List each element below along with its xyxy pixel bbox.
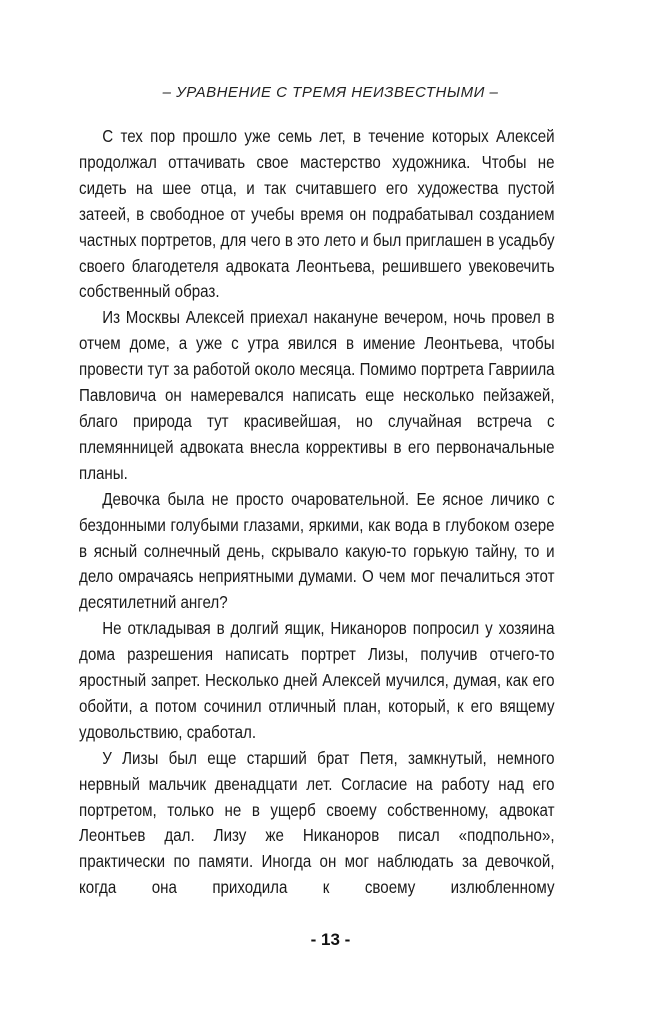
paragraph: У Лизы был еще старший брат Петя, замкнутый, немного нервный мальчик двенадцати лет. Согласие на работу над его портретом, только не в ущерб своему собственному, адвокат Леонтьев дал. Лизу же Никаноров писал «подпольно», практически по памяти. Иногда он мог наблюдать за девочкой, когда она приходила к своему излюбленному bbox=[79, 747, 555, 898]
paragraph: С тех пор прошло уже семь лет, в течение которых Алексей продолжал оттачивать свое мастерство художника. Чтобы не сидеть на шее отца, и так считавшего его художества пустой затеей, в свободное от учебы время он подрабатывал созданием частных портретов, для чего в это лето и был приглашен в усадьбу своего благодетеля адвоката Леонтьева, решившего увековечить собственный образ. bbox=[79, 126, 555, 302]
paragraph: Не откладывая в долгий ящик, Никаноров попросил у хозяина дома разрешения написать портрет Лизы, получив отчего-то яростный запрет. Несколько дней Алексей мучился, думая, как его обойти, а потом сочинил отличный план, который, к его вящему удовольствию, сработал. bbox=[79, 618, 555, 742]
running-header: – УРАВНЕНИЕ С ТРЕМЯ НЕИЗВЕСТНЫМИ – bbox=[162, 84, 499, 101]
page-number: - 13 - bbox=[310, 930, 351, 949]
body-text bbox=[79, 124, 555, 901]
paragraph: Девочка была не просто очаровательной. Ее ясное личико с бездонными голубыми глазами, яркими, как вода в глубоком озере в ясный солнечный день, скрывало какую-то горькую тайну, то и дело омрачаясь неприятными думами. О чем мог печалиться этот десятилетний ангел? bbox=[79, 488, 555, 613]
paragraph: Из Москвы Алексей приехал накануне вечером, ночь провел в отчем доме, а уже с утра явился в имение Леонтьева, чтобы провести тут за работой около месяца. Помимо портрета Гавриила Павловича он намеревался написать еще несколько пейзажей, благо природа тут красивейшая, но случайная встреча с племянницей адвоката внесла коррективы в его первоначальные планы. bbox=[79, 307, 555, 483]
